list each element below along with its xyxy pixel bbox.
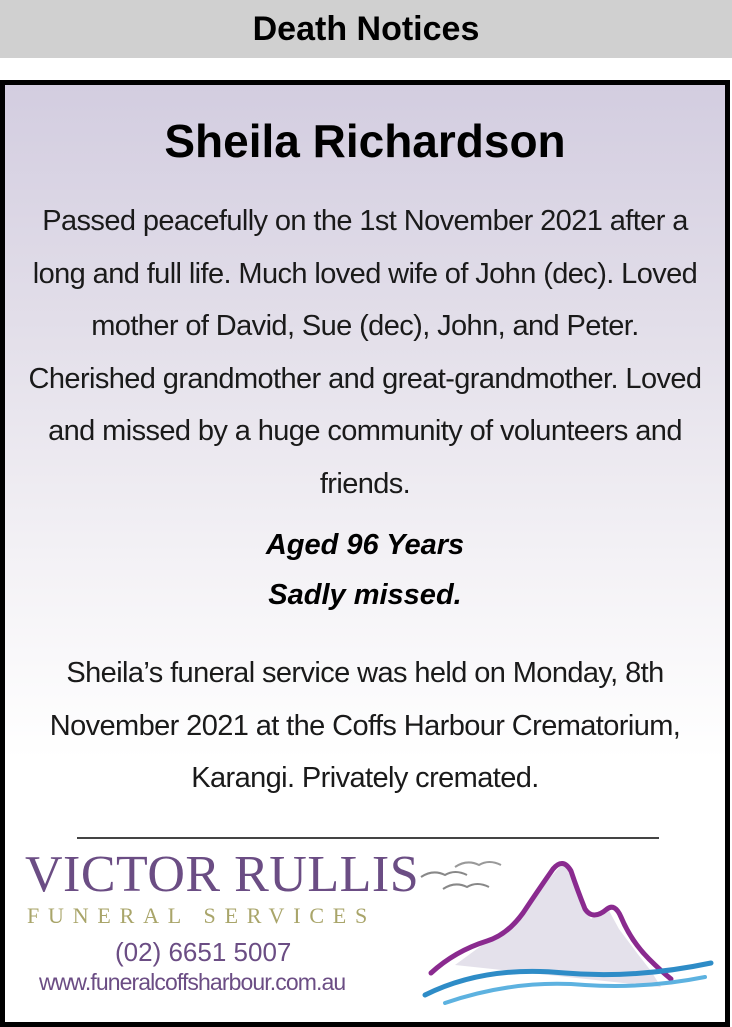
sadly-missed-line: Sadly missed. [268,579,462,611]
notice-paragraph-life: Passed peacefully on the 1st November 2021 after a long and full life. Much loved wife of John (dec). Loved mother of David, Sue (dec), John, and Peter. Cherished grandmother and great-grandmother. Loved and missed by a huge community of volunteers and friends. [28,205,702,500]
bird-icon [421,872,467,877]
wave-icon [445,977,705,1003]
funeral-home-website: www.funeralcoffsharbour.com.au [39,969,346,995]
deceased-name: Sheila Richardson [164,115,566,167]
age-line: Aged 96 Years [265,529,465,561]
header-bar [0,0,732,58]
mountain-back-icon [455,863,661,987]
notice-paragraph-funeral: Sheila’s funeral service was held on Monday, 8th November 2021 at the Coffs Harbour Crematorium, Karangi. Privately cremated. [49,657,681,794]
death-notice [0,80,730,1027]
funeral-home-name: VICTOR RULLIS [25,846,420,903]
divider [77,837,659,839]
funeral-home-phone: (02) 6651 5007 [115,937,292,967]
page-title: Death Notices [252,10,480,48]
bird-icon [443,884,489,889]
funeral-home-subtitle: FUNERAL SERVICES [27,903,377,928]
bird-icon [455,862,501,867]
age-block [5,520,725,620]
mountain-logo-icon [415,855,715,1005]
